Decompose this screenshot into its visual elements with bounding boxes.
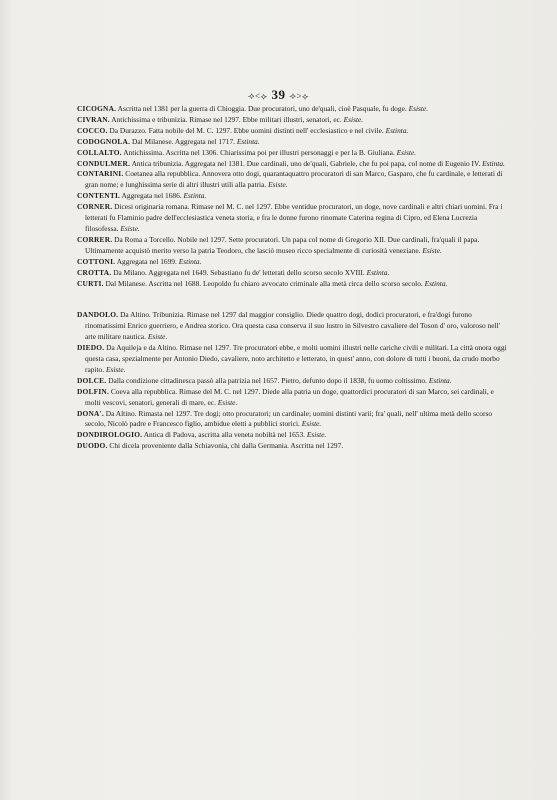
- family-status: Estinta.: [428, 375, 452, 385]
- family-entry: [77, 268, 509, 279]
- family-entry: [77, 148, 509, 159]
- family-description: Coeva alla repubblica. Rimase del M. C. nel 1297. Diede alla patria un doge, quattordici procuratori di san Marco, sei cardinali, e molti vescovi, senatori, generali di mare, ec.: [85, 386, 494, 407]
- family-entry: [77, 409, 509, 431]
- family-surname: CODOGNOLA.: [77, 136, 131, 146]
- family-description: Dal Milanese. Ascritta nel 1688. Leopoldo fu chiaro avvocato criminale alla metà circa dello scorso secolo.: [105, 278, 423, 288]
- section-gap: [77, 289, 509, 310]
- family-description: Chi dicela proveniente dalla Schiavonia, chi dalla Germania. Ascritta nel 1297.: [109, 441, 344, 451]
- family-description: Da Roma a Torcello. Nobile nel 1297. Sette procuratori. Un papa col nome di Gregorio XII. Due cardinali, fra'quali il papa. Ultimamente acquistò merito verso la patria Teodoro, che lasciò museo ricco specialmente di curiosità veneziane.: [85, 234, 480, 255]
- page-number: 39: [271, 87, 286, 102]
- family-surname: CICOGNA.: [77, 104, 117, 113]
- family-description: Antichissima e tribunizia. Rimase nel 1297. Ebbe militari illustri, senatori, ec.: [111, 114, 342, 124]
- family-description: Antica di Padova, ascritta alla veneta nobiltà nel 1653.: [143, 430, 305, 440]
- family-description: Aggregata nel 1699.: [116, 256, 177, 266]
- family-status: Esiste.: [343, 114, 364, 124]
- family-surname: DANDOLO.: [77, 310, 119, 320]
- family-surname: DUODO.: [77, 441, 108, 451]
- family-status: Estinta.: [183, 191, 207, 201]
- family-description: Da Altino. Rimasta nel 1297. Tre dogi; otto procuratori; un cardinale; uomini distinti varii; fra' quali, nell' ultima metà dello scorso secolo, Nicolò padre e Francesco figlio, ambidue eletti a pubblici storici.: [85, 408, 493, 429]
- family-entry: [77, 441, 509, 452]
- family-surname: CONTARINI.: [77, 169, 124, 179]
- family-entry: [77, 126, 509, 137]
- family-surname: CORRER.: [77, 234, 113, 244]
- family-status: Estinta.: [236, 136, 260, 146]
- family-description: Antichissima. Ascritta nel 1306. Chiarissima poi per illustri personaggi e per la B. Giuliana.: [123, 147, 395, 157]
- family-entry: [77, 279, 509, 290]
- entries-c: [77, 104, 509, 289]
- family-surname: CURTI.: [77, 278, 104, 288]
- family-entry: [77, 310, 509, 343]
- family-surname: DOLFIN.: [77, 386, 109, 396]
- family-status: Esiste.: [217, 397, 238, 407]
- family-surname: DONA'.: [77, 408, 104, 418]
- family-entry: [77, 376, 509, 387]
- family-status: Esiste.: [301, 419, 322, 429]
- family-surname: DOLCE.: [77, 375, 107, 385]
- family-description: Ascritta nel 1381 per la guerra di Chioggia. Due procuratori, uno de'quali, cioè Pasquale, fu doge.: [117, 104, 407, 113]
- family-description: Coetanea alla repubblica. Annovera otto dogi, quarantaquattro procuratori di san Marco, Gasparo, che fu cardinale, e letterati di gran nome; e lunghissima serie di altri illustri utili alla patria.: [85, 169, 503, 190]
- family-status: Esiste.: [422, 245, 442, 255]
- family-status: Esiste.: [306, 430, 327, 440]
- family-surname: CONDULMER.: [77, 158, 131, 168]
- ornament-left: ⟢<⟣: [247, 91, 268, 101]
- family-description: Dal Milanese. Aggregata nel 1717.: [131, 136, 236, 146]
- family-entry: [77, 202, 509, 235]
- family-description: Da Milano. Aggregata nel 1649. Sebastiano fu de' letterati dello scorso secolo XVIII.: [113, 267, 365, 277]
- family-entry: [77, 115, 509, 126]
- family-entry: [77, 235, 509, 257]
- family-entry: [77, 343, 509, 376]
- family-status: Estinta.: [178, 256, 202, 266]
- family-surname: DONDIROLOGIO.: [77, 430, 143, 440]
- family-surname: COCCO.: [77, 125, 108, 135]
- family-status: Esiste.: [408, 104, 429, 113]
- family-description: Da Altino. Tribunizia. Rimase nel 1297 dal maggior consiglio. Diede quattro dogi, dodici procuratori, e fra'dogi furono rinomatissimi Enrico guerriero, e Andrea storico. Ora questa casa conserva il suo lustro in Silvestro cavaliere del Toson d' oro, valoroso nell' arte militare nautica.: [85, 310, 500, 342]
- ornament-right: ⟢>⟣: [289, 91, 310, 101]
- family-entry: [77, 257, 509, 268]
- family-description: Antica tribunizia. Aggregata nel 1381. Due cardinali, uno de'quali, Gabriele, che fu poi papa, col nome di Eugenio IV.: [131, 158, 481, 168]
- family-surname: CONTENTI.: [77, 191, 121, 201]
- family-status: Estinta.: [366, 267, 390, 277]
- page-content: [77, 104, 509, 452]
- family-status: Esiste.: [268, 180, 288, 190]
- family-status: Esiste.: [396, 147, 417, 157]
- family-entry: [77, 191, 509, 202]
- page-header: [0, 87, 557, 103]
- family-surname: COLLALTO.: [77, 147, 122, 157]
- family-entry: [77, 430, 509, 441]
- family-description: Da Aquileja e da Altino. Rimase nel 1297. Tre procuratori ebbe, e molti uomini illustri nelle cariche civili e militari. La città onora oggi questa casa, spezialmente per Antonio Diedo, cavaliere, noto architetto e letterato, in quest' anno, con dolore di tutti i buoni, da crudo morbo rapito.: [85, 343, 507, 374]
- family-surname: CORNER.: [77, 202, 113, 212]
- family-entry: [77, 159, 509, 170]
- family-status: Esiste.: [147, 332, 168, 342]
- family-status: Estinta.: [482, 158, 505, 168]
- family-status: Esiste.: [120, 223, 140, 233]
- family-description: Dalla condizione cittadinesca passò alla patrizia nel 1657. Pietro, defunto dopo il 1838, fu uomo coltissimo.: [108, 375, 427, 385]
- family-status: Estinta.: [424, 278, 448, 288]
- family-description: Aggregata nel 1686.: [121, 191, 182, 201]
- family-description: Da Durazzo. Fatta nobile del M. C. 1297. Ebbe uomini distinti nell' ecclesiastico e nel civile.: [109, 125, 384, 135]
- family-entry: [77, 104, 509, 115]
- family-entry: [77, 169, 509, 191]
- family-surname: CIVRAN.: [77, 114, 110, 124]
- family-surname: CROTTA.: [77, 267, 112, 277]
- family-status: Estinta.: [385, 125, 409, 135]
- family-description: Dicesi originaria romana. Rimase nel M. C. nel 1297. Ebbe ventidue procuratori, un doge, nove cardinali e altri chiari uomini. Fra i letterati fu Flaminio padre dell'ecclesiastica veneta storia, e fra le donne furono rinomate Caterina regina di Cipro, ed Elena Lucrezia filosofessa.: [85, 202, 503, 233]
- family-surname: DIEDO.: [77, 343, 105, 353]
- entries-d: [77, 310, 509, 452]
- family-status: Esiste.: [105, 364, 126, 374]
- family-entry: [77, 387, 509, 409]
- family-entry: [77, 137, 509, 148]
- family-surname: COTTONI.: [77, 256, 116, 266]
